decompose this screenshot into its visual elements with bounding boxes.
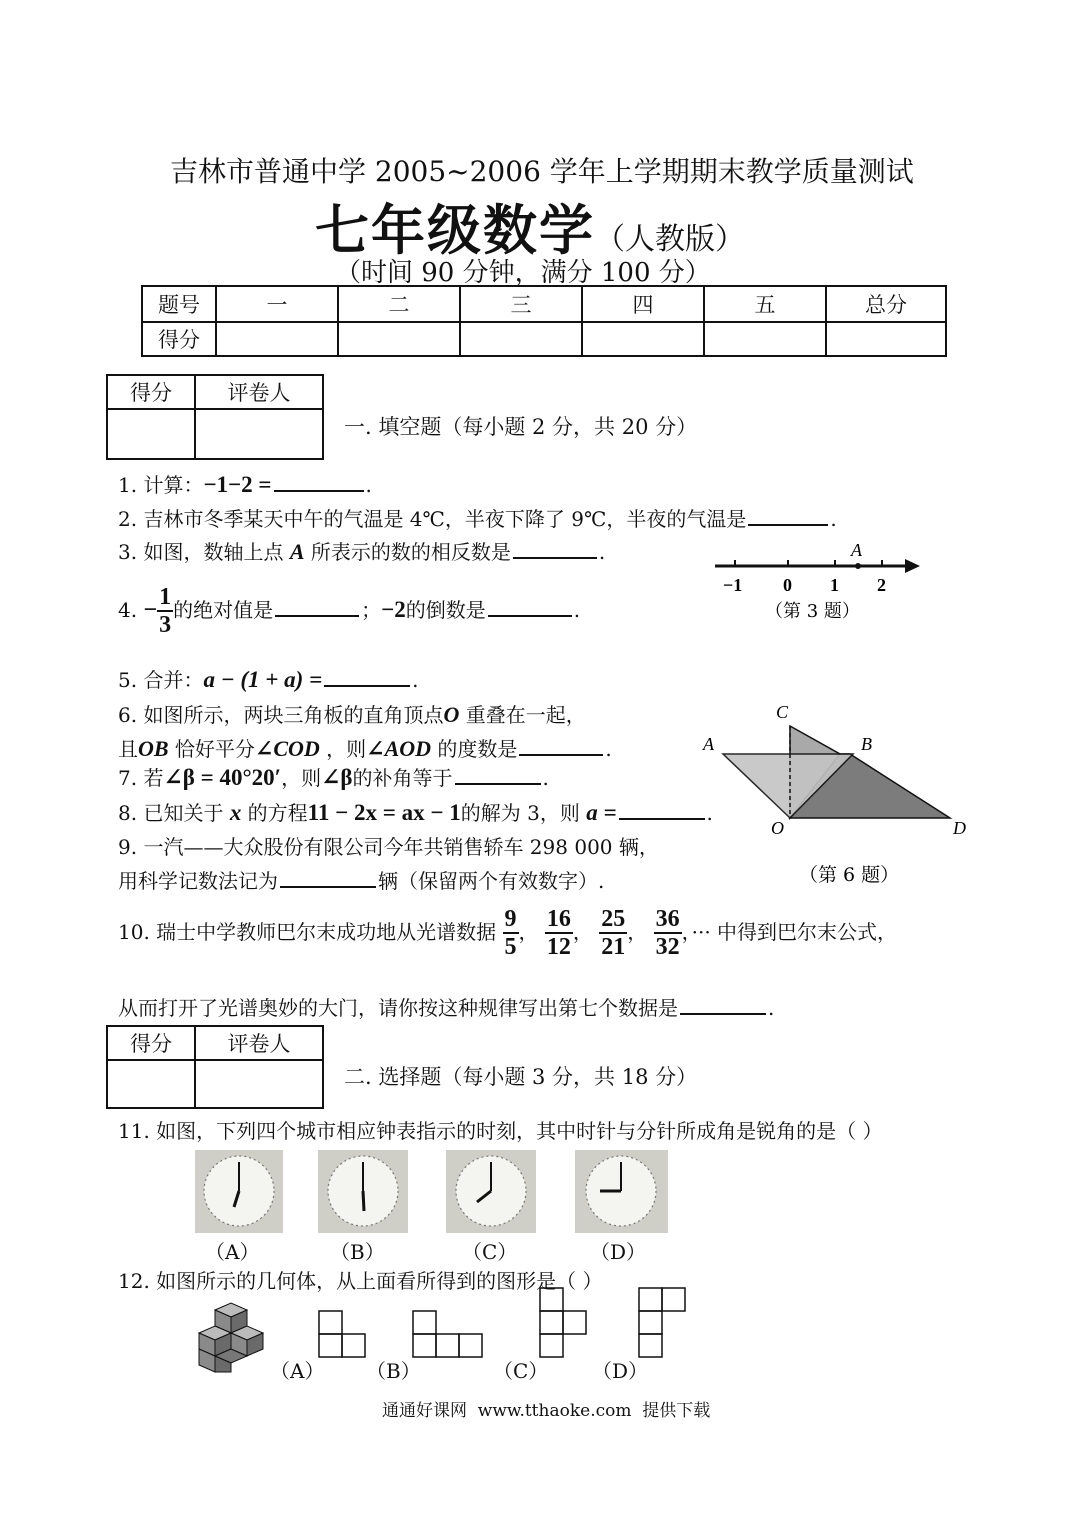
footer-credit: 通通好课网 www.tthaoke.com 提供下载 <box>382 1401 711 1421</box>
grid-square <box>563 1311 586 1334</box>
point-a <box>855 563 861 569</box>
question-number: 2. <box>118 507 138 531</box>
period: . <box>365 473 372 497</box>
grid-square <box>639 1288 662 1311</box>
score-table <box>141 285 947 357</box>
grid-square <box>540 1311 563 1334</box>
point-a-label: A <box>851 540 862 560</box>
fraction-numerator: 36 <box>654 906 682 934</box>
vertex-label: A <box>703 734 714 754</box>
top-view-option-c <box>539 1287 589 1359</box>
vertex-label: O <box>771 818 784 838</box>
question-9-line2 <box>118 864 659 898</box>
question-4 <box>118 584 580 639</box>
question-1 <box>118 469 372 498</box>
score-cell[interactable] <box>826 322 946 356</box>
score-cell[interactable] <box>338 322 460 356</box>
score-table-header: 一 <box>216 286 338 322</box>
question-text: 瑞士中学教师巴尔末成功地从光谱数据 <box>156 919 497 944</box>
question-6 <box>118 698 612 766</box>
question-text: 且 <box>118 737 138 761</box>
tick-label: −1 <box>723 575 743 595</box>
grader-name-cell[interactable] <box>195 1060 323 1108</box>
top-view-option-b <box>412 1310 484 1358</box>
option-label: （A） <box>270 1359 325 1383</box>
question-12 <box>118 1265 603 1294</box>
fraction-denominator: 21 <box>601 934 626 961</box>
clock-a <box>195 1150 283 1233</box>
answer-blank[interactable] <box>280 885 376 888</box>
question-text: 从而打开了光谱奥妙的大门，请你按这种规律写出第七个数据是 <box>118 996 678 1020</box>
score-cell[interactable] <box>704 322 826 356</box>
minus-sign: − <box>143 596 158 623</box>
question-number: 10. <box>118 919 150 944</box>
question-text: 恰好平分 <box>174 737 255 761</box>
math-expression: a − (1 + a) = <box>203 667 323 692</box>
question-number: 11. <box>118 1119 150 1143</box>
question-text: 若 <box>143 766 164 790</box>
question-7 <box>118 762 549 791</box>
answer-blank[interactable] <box>455 782 541 785</box>
math-variable: O <box>443 702 460 727</box>
exam-title: 吉林市普通中学 2005~2006 学年上学期期末教学质量测试 <box>170 155 914 188</box>
answer-blank[interactable] <box>680 1012 766 1015</box>
grid-square <box>540 1288 563 1311</box>
fraction <box>599 906 627 961</box>
question-text: 的绝对值是 <box>173 597 274 622</box>
fraction-numerator: 25 <box>599 906 627 934</box>
question-number: 9. <box>118 835 138 859</box>
question-3 <box>118 536 605 565</box>
answer-blank[interactable] <box>324 684 410 687</box>
question-text: ，则 <box>326 737 367 761</box>
fraction-denominator: 32 <box>655 934 680 961</box>
question-number: 4. <box>118 597 138 622</box>
period: . <box>768 996 775 1020</box>
answer-blank[interactable] <box>488 614 572 617</box>
question-text: 如图所示的几何体，从上面看所得到的图形是（ ） <box>156 1269 603 1293</box>
set-square-figure <box>695 700 980 890</box>
figure-caption: （第 6 题） <box>799 864 900 886</box>
grid-square <box>436 1334 459 1357</box>
section2-title: 二. 选择题（每小题 3 分，共 18 分） <box>344 1065 698 1089</box>
question-number: 6. <box>118 703 138 727</box>
period: . <box>706 801 713 825</box>
question-text: 所表示的数的相反数是 <box>310 540 511 564</box>
tick-label: 1 <box>830 575 839 595</box>
question-9 <box>118 830 659 898</box>
question-text: 辆（保留两个有效数字）. <box>378 869 605 893</box>
grid-square <box>413 1334 436 1357</box>
score-table-header: 总分 <box>826 286 946 322</box>
score-table-header: 三 <box>460 286 582 322</box>
fraction-denominator: 3 <box>159 612 172 639</box>
score-cell[interactable] <box>460 322 582 356</box>
grader-score-label: 得分 <box>107 375 195 409</box>
question-number: 12. <box>118 1269 150 1293</box>
question-2 <box>118 503 837 532</box>
question-10-line2 <box>118 992 774 1021</box>
math-equation: 11 − 2x = ax − 1 <box>307 800 461 825</box>
tick-label: 0 <box>783 575 792 595</box>
question-text: 如图，数轴上点 <box>143 540 284 564</box>
ellipsis: ，··· <box>681 919 711 944</box>
math-variable: x <box>229 800 242 825</box>
grid-square <box>319 1311 342 1334</box>
question-text: 的度数是 <box>437 737 518 761</box>
fraction-numerator: 16 <box>545 906 573 934</box>
section1-title: 一. 填空题（每小题 2 分，共 20 分） <box>344 415 698 439</box>
period: . <box>412 668 419 692</box>
period: . <box>830 507 837 531</box>
question-text: 吉林市冬季某天中午的气温是 4℃，半夜下降了 9℃，半夜的气温是 <box>143 507 747 531</box>
fraction <box>545 906 573 961</box>
grader-name-label: 评卷人 <box>195 1026 323 1060</box>
question-number: 8. <box>118 801 138 825</box>
question-number: 5. <box>118 668 138 692</box>
grader-box <box>106 1025 324 1109</box>
grader-score-label: 得分 <box>107 1026 195 1060</box>
question-text: 一汽——大众股份有限公司今年共销售轿车 298 000 辆， <box>143 835 659 859</box>
grid-square <box>413 1311 436 1334</box>
period: . <box>573 597 581 622</box>
option-label: （B） <box>330 1240 385 1264</box>
grid-square <box>319 1334 342 1357</box>
grader-score-cell[interactable] <box>107 409 195 459</box>
option-label: （C） <box>462 1240 518 1264</box>
fraction-numerator: 9 <box>503 906 519 934</box>
number-line-figure <box>705 540 935 630</box>
top-view-option-d <box>638 1287 688 1359</box>
top-view-option-a <box>318 1310 368 1358</box>
tick-label: 2 <box>877 575 886 595</box>
question-text: 重叠在一起， <box>465 703 586 727</box>
grid-square <box>639 1311 662 1334</box>
question-text: 合并： <box>143 668 204 692</box>
question-text: 用科学记数法记为 <box>118 869 278 893</box>
math-variable: OB <box>138 736 169 761</box>
math-expression: −2 <box>381 596 406 622</box>
grader-box <box>106 374 324 460</box>
question-text: 计算： <box>143 473 204 497</box>
math-expression: −1−2 = <box>203 472 272 497</box>
question-10: 10. 瑞士中学教师巴尔末成功地从光谱数据 $\frac{9}{5}$ ， $\frac{16}{12}$ ， $\frac{25}{21}$ ， $\frac{36}{32}$ ，··· 中得到巴尔末公式， <box>118 906 898 961</box>
question-text: 的方程 <box>247 801 308 825</box>
option-label: （A） <box>205 1240 260 1264</box>
arrow-icon <box>905 559 920 573</box>
score-table-header: 题号 <box>142 286 216 322</box>
cube-solid-figure <box>195 1300 270 1375</box>
vertex-label: D <box>953 818 966 838</box>
option-label: （D） <box>592 1359 649 1383</box>
fraction-denominator: 12 <box>546 934 571 961</box>
question-number: 3. <box>118 540 138 564</box>
math-angle: ∠β <box>321 765 353 790</box>
option-label: （D） <box>590 1240 647 1264</box>
question-5 <box>118 664 419 693</box>
score-table-header: 二 <box>338 286 460 322</box>
answer-blank[interactable] <box>513 556 597 559</box>
answer-blank[interactable] <box>519 753 603 756</box>
question-8 <box>118 797 713 826</box>
question-6-line1 <box>118 698 612 732</box>
score-table-label: 得分 <box>142 322 216 356</box>
question-number: 7. <box>118 766 138 790</box>
question-text: 已知关于 <box>143 801 224 825</box>
grid-square <box>540 1334 563 1357</box>
figure-caption: （第 3 题） <box>765 601 860 622</box>
math-variable: A <box>289 539 305 564</box>
answer-blank[interactable] <box>748 523 828 526</box>
math-angle: ∠AOD <box>366 736 432 761</box>
vertex-label: C <box>776 702 789 722</box>
clock-c <box>446 1150 536 1233</box>
grader-name-cell[interactable] <box>195 409 323 459</box>
question-text: ，则 <box>281 766 322 790</box>
question-6-line2 <box>118 732 612 766</box>
subject-name: 七年级数学 <box>315 199 595 262</box>
fraction <box>654 906 682 961</box>
score-table-header: 五 <box>704 286 826 322</box>
answer-blank[interactable] <box>619 817 705 820</box>
clock-d <box>575 1150 668 1233</box>
fraction-numerator: 1 <box>157 584 173 612</box>
fraction-denominator: 5 <box>504 934 517 961</box>
clock-b <box>318 1150 408 1233</box>
score-table-header: 四 <box>582 286 704 322</box>
grader-score-cell[interactable] <box>107 1060 195 1108</box>
question-text: 的补角等于 <box>352 766 453 790</box>
fraction <box>503 906 519 961</box>
question-text: 的倒数是 <box>405 597 486 622</box>
period: . <box>605 737 612 761</box>
time-note: （时间 90 分钟，满分 100 分） <box>335 258 711 288</box>
question-text: 如图所示，两块三角板的直角顶点 <box>143 703 444 727</box>
question-9-line1 <box>118 830 659 864</box>
hour-hand <box>363 1191 364 1211</box>
question-text: 的解为 3，则 <box>460 801 580 825</box>
question-11 <box>118 1115 883 1144</box>
grader-name-label: 评卷人 <box>195 375 323 409</box>
separator: ； <box>361 597 382 622</box>
answer-blank[interactable] <box>274 489 364 492</box>
edition-label: （人教版） <box>595 222 745 257</box>
grid-square <box>342 1334 365 1357</box>
math-angle: ∠COD <box>254 736 320 761</box>
period: . <box>598 540 606 564</box>
question-text: 中得到巴尔末公式， <box>717 919 898 944</box>
option-label: （C） <box>493 1359 549 1383</box>
question-text: 如图，下列四个城市相应钟表指示的时刻，其中时针与分针所成角是锐角的是（ ） <box>156 1119 883 1143</box>
option-label: （B） <box>366 1359 421 1383</box>
fraction <box>157 584 173 639</box>
score-cell[interactable] <box>216 322 338 356</box>
question-number: 1. <box>118 473 138 497</box>
grid-square <box>662 1288 685 1311</box>
math-expression: ∠β = 40°20′ <box>163 765 282 790</box>
grid-square <box>459 1334 482 1357</box>
math-variable: a = <box>586 800 617 825</box>
period: . <box>542 766 549 790</box>
answer-blank[interactable] <box>275 614 359 617</box>
grid-square <box>639 1334 662 1357</box>
score-cell[interactable] <box>582 322 704 356</box>
vertex-label: B <box>861 734 872 754</box>
